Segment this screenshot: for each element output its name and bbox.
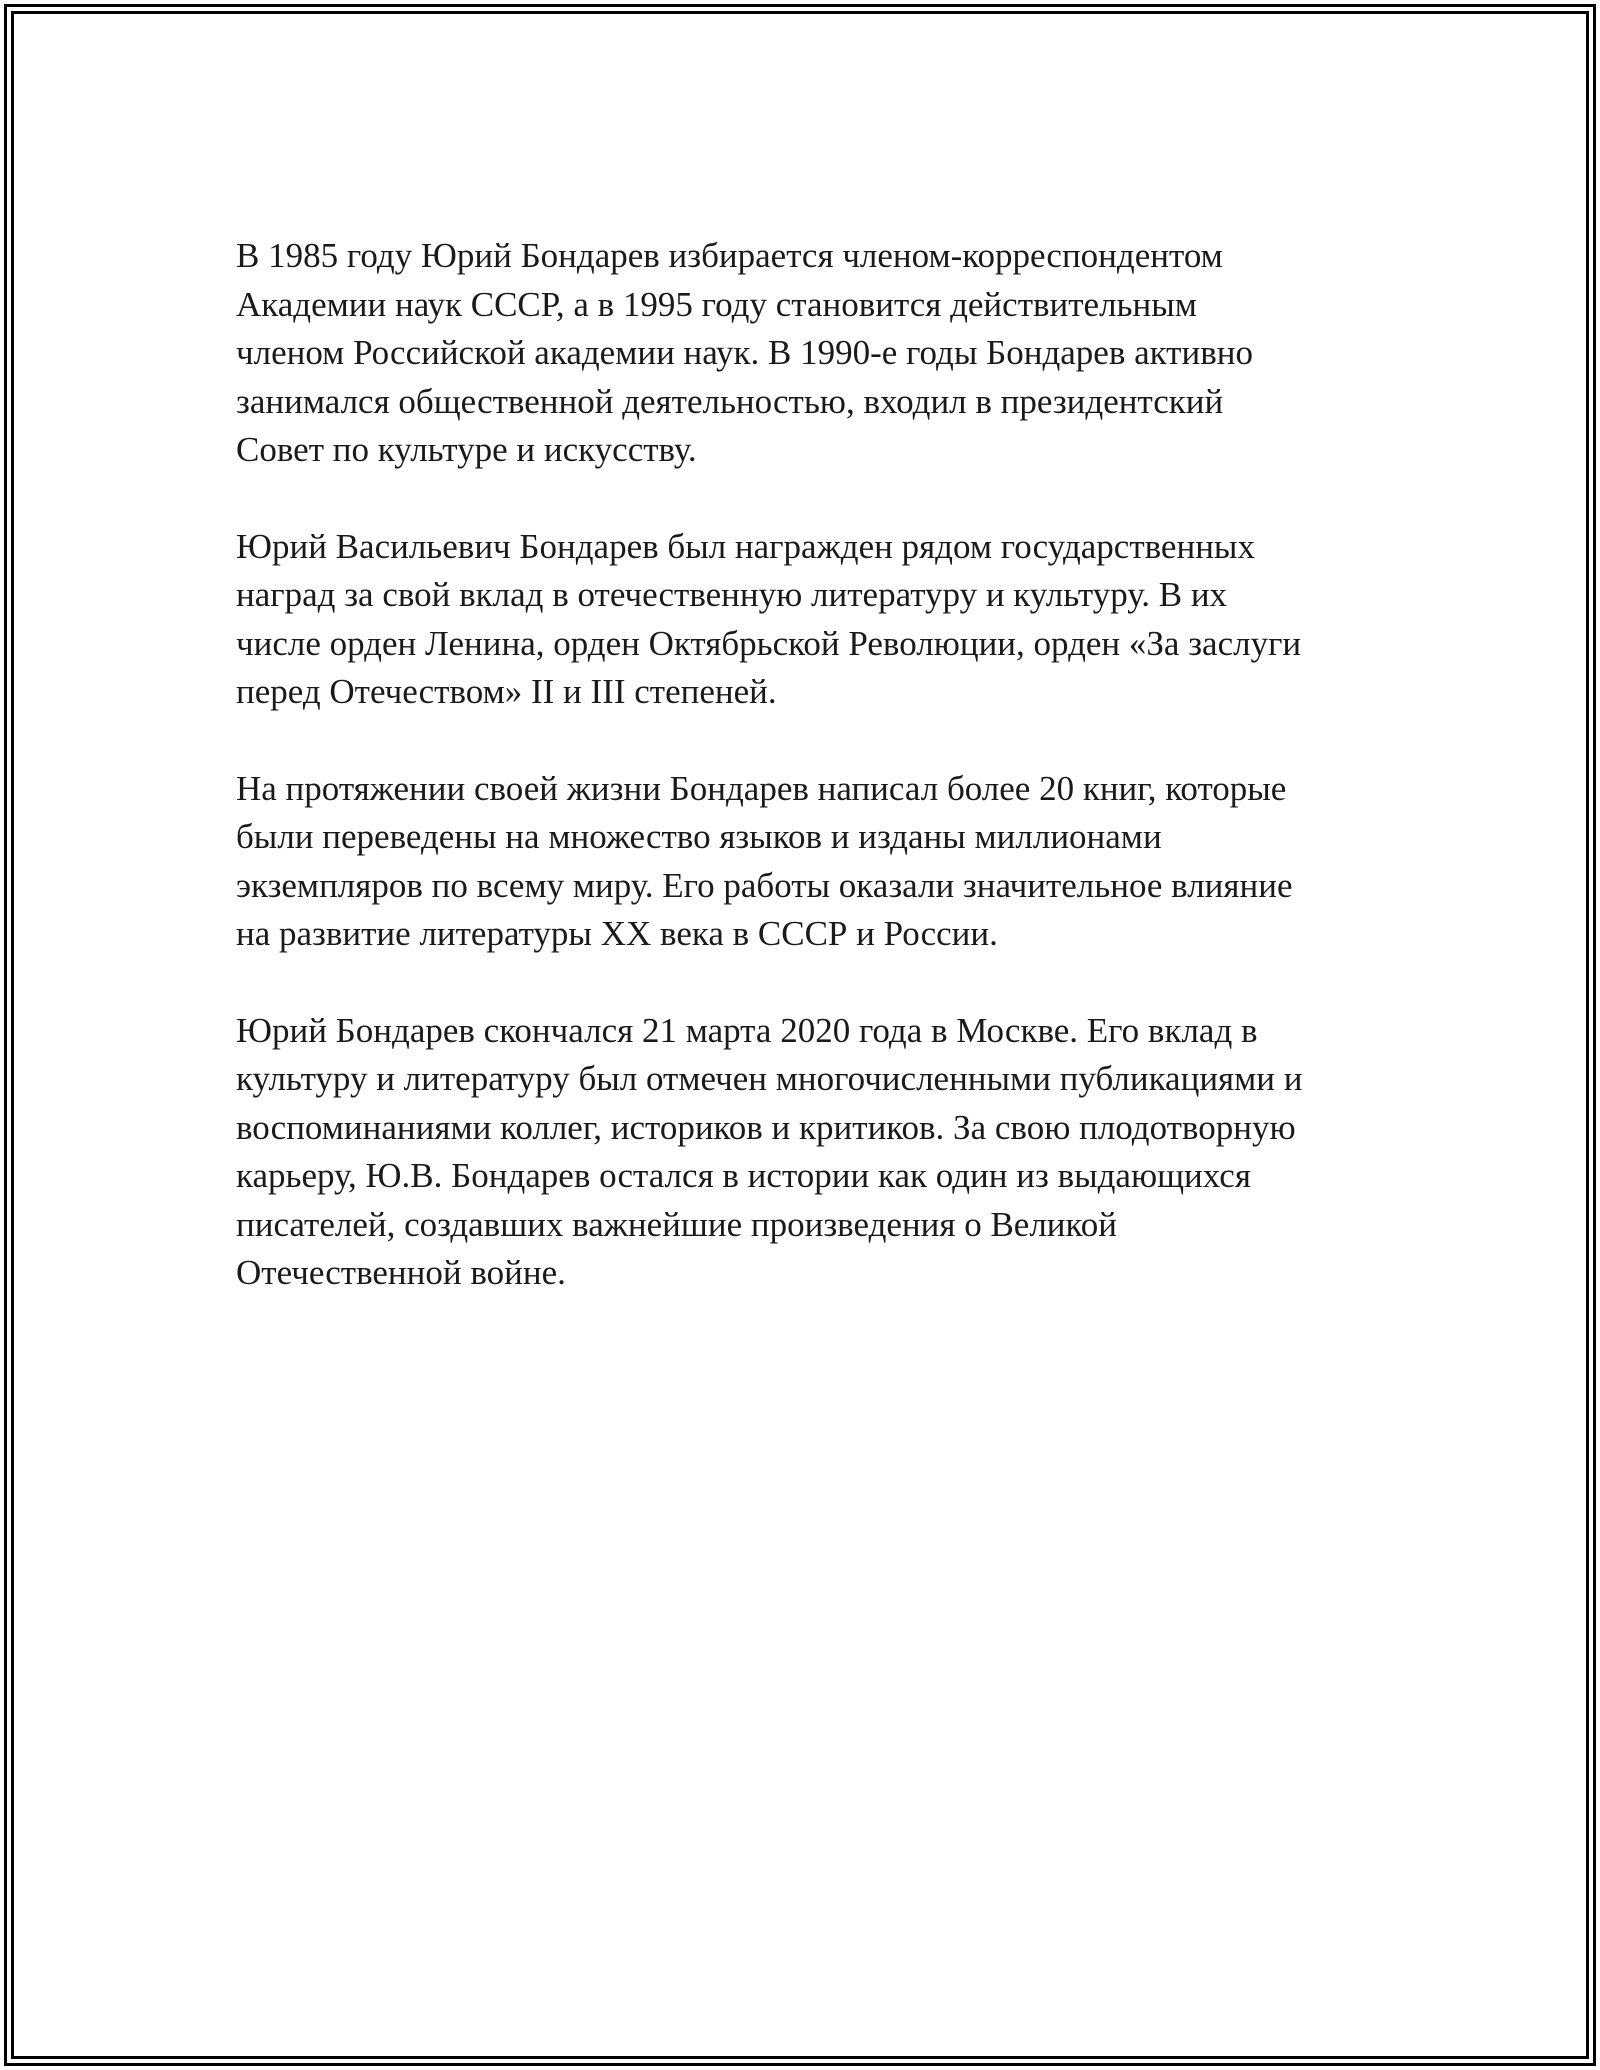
paragraph-academy-membership: В 1985 году Юрий Бондарев избирается членом-корреспондентом Академии наук СССР, а в 1995 году становится действительным членом Российской академии наук. В 1990-е годы Бондарев активно занимался общественной деятельностью, входил в президентский Совет по культуре и искусству. (236, 236, 1253, 469)
paragraph-death-and-memory: Юрий Бондарев скончался 21 марта 2020 года в Москве. Его вклад в культуру и литературу был отмечен многочисленными публикациями и воспоминаниями коллег, историков и критиков. За свою плодотворную карьеру, Ю.В. Бондарев остался в истории как один из выдающихся писателей, создавших важнейшие произведения о Великой Отечественной войне. (236, 1010, 1303, 1292)
paragraph-state-awards: Юрий Васильевич Бондарев был награжден рядом государственных наград за свой вклад в отечественную литературу и культуру. В их числе орден Ленина, орден Октябрьской Революции, орден «За заслуги перед Отечеством» II и III степеней. (236, 526, 1302, 711)
paragraph-books-legacy: На протяжении своей жизни Бондарев написал более 20 книг, которые были переведены на множество языков и изданы миллионами экземпляров по всему миру. Его работы оказали значительное влияние на развитие литературы XX века в СССР и России. (236, 768, 1293, 953)
document-body (236, 232, 1376, 1346)
